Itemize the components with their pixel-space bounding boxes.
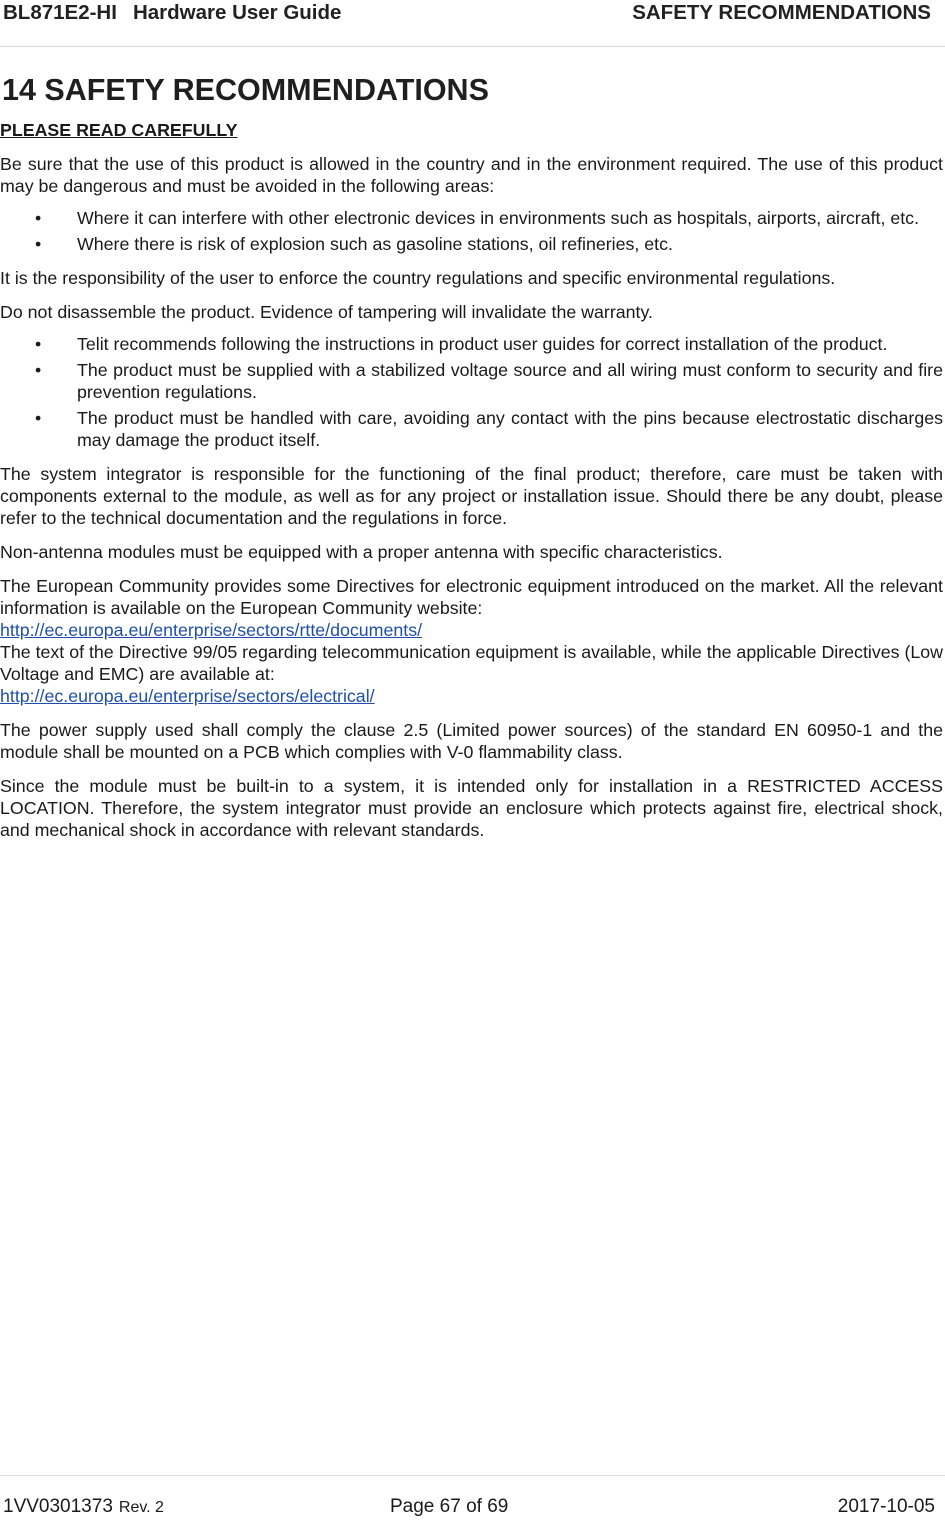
page-title: 14 SAFETY RECOMMENDATIONS	[2, 73, 489, 107]
power-supply-paragraph: The power supply used shall comply the clause 2.5 (Limited power sources) of the standard EN 60950-1 and the module shall be mounted on a PCB which complies with V-0 flammability class.	[0, 720, 943, 762]
header-doc-title: Hardware User Guide	[132, 1, 342, 24]
directive-paragraph: The text of the Directive 99/05 regarding telecommunication equipment is available, while the applicable Directives (Low Voltage and EMC) are available at:	[0, 642, 943, 684]
page-content	[0, 70, 943, 841]
page-header	[0, 0, 945, 47]
list-item: • Where there is risk of explosion such as gasoline stations, oil refineries, etc.	[35, 234, 673, 254]
eu-rtte-link[interactable]: http://ec.europa.eu/enterprise/sectors/rtte/documents/	[0, 620, 423, 640]
bullet-icon: •	[35, 208, 42, 228]
instructions-list	[0, 333, 943, 451]
footer-page-number: Page 67 of 69	[390, 1496, 509, 1517]
page-footer	[0, 1475, 945, 1527]
disassemble-paragraph: Do not disassemble the product. Evidence of tampering will invalidate the warranty.	[0, 302, 653, 322]
header-doc-id: BL871E2-HI	[3, 1, 117, 24]
antenna-paragraph: Non-antenna modules must be equipped with a proper antenna with specific characteristics.	[0, 542, 723, 562]
integrator-paragraph: The system integrator is responsible for the functioning of the final product; therefore, care must be taken with components external to the module, as well as for any project or installation issue. Should there be any doubt, please refer to the technical documentation and the regulations in force.	[0, 464, 943, 528]
eu-link-rtte-line	[0, 619, 943, 641]
eu-electrical-link[interactable]: http://ec.europa.eu/enterprise/sectors/electrical/	[0, 686, 375, 706]
header-section: SAFETY RECOMMENDATIONS	[632, 1, 931, 24]
list-item: • The product must be handled with care, avoiding any contact with the pins because electrostatic discharges may damage the product itself.	[35, 408, 943, 450]
bullet-icon: •	[35, 234, 42, 254]
eu-intro-paragraph: The European Community provides some Directives for electronic equipment introduced on the market. All the relevant information is available on the European Community website:	[0, 576, 943, 618]
footer-doc-number-block	[3, 1496, 164, 1518]
please-read-subhead: PLEASE READ CAREFULLY	[0, 120, 238, 140]
bullet-icon: •	[35, 334, 42, 354]
footer-date: 2017-10-05	[837, 1496, 935, 1517]
list-item: • The product must be supplied with a stabilized voltage source and all wiring must conform to security and fire prevention regulations.	[35, 360, 943, 402]
header-doc-info	[3, 1, 341, 25]
restricted-access-paragraph: Since the module must be built-in to a system, it is intended only for installation in a RESTRICTED ACCESS LOCATION. Therefore, the system integrator must provide an enclosure which protects against fire, electrical shock, and mechanical shock in accordance with relevant standards.	[0, 776, 943, 840]
footer-revision: Rev. 2	[118, 1499, 164, 1516]
bullet-icon: •	[35, 408, 42, 428]
areas-list	[0, 207, 943, 255]
bullet-icon: •	[35, 360, 42, 380]
footer-doc-number: 1VV0301373	[3, 1496, 113, 1517]
responsibility-paragraph: It is the responsibility of the user to enforce the country regulations and specific environmental regulations.	[0, 268, 836, 288]
intro-paragraph: Be sure that the use of this product is allowed in the country and in the environment required. The use of this product may be dangerous and must be avoided in the following areas:	[0, 154, 943, 196]
list-item: • Telit recommends following the instructions in product user guides for correct installation of the product.	[35, 334, 888, 354]
eu-link-electrical-line	[0, 685, 943, 707]
list-item: • Where it can interfere with other electronic devices in environments such as hospitals, airports, aircraft, etc.	[35, 208, 920, 228]
